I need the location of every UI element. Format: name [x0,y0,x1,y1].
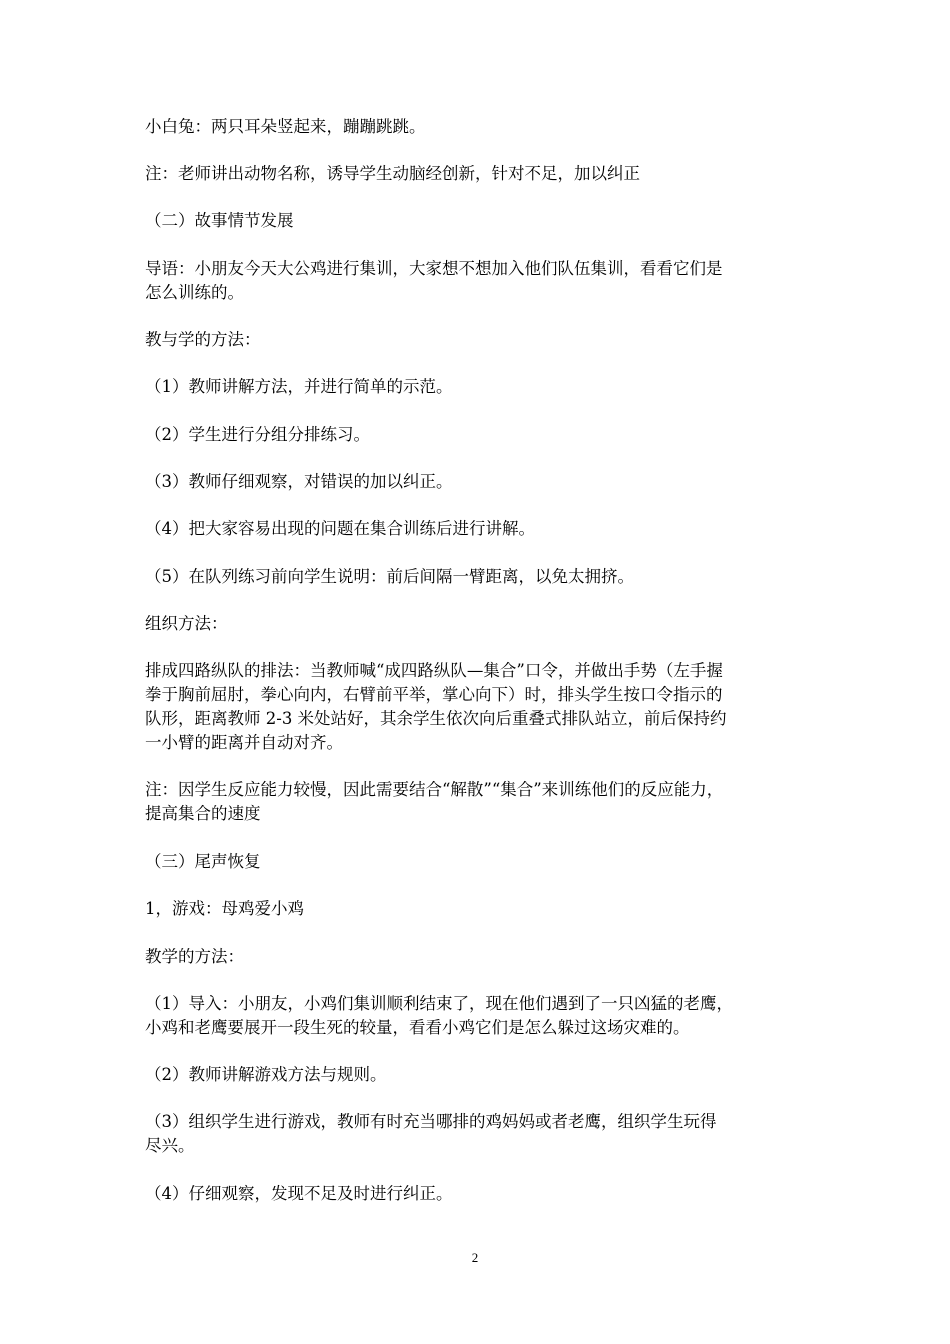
list-item: （1）教师讲解方法，并进行简单的示范。 [145,377,453,396]
paragraph: 教与学的方法： [145,330,261,349]
paragraph: 小白兔：两只耳朵竖起来，蹦蹦跳跳。 [145,117,426,136]
paragraph: 排成四路纵队的排法：当教师喊“成四路纵队—集合”口令，并做出手势（左手握 拳于胸前屈肘，拳心向内，右臂前平举，掌心向下）时，排头学生按口令指示的 队形，距离教师 2-3 米处站好，其余学生依次向后重叠式排队站立，前后保持约 一小臂的距离并自动对齐。 [145,661,727,752]
list-item: （1）导入：小朋友，小鸡们集训顺利结束了，现在他们遇到了一只凶猛的老鹰， 小鸡和老鹰要展开一段生死的较量，看看小鸡它们是怎么躲过这场灾难的。 [145,994,733,1037]
list-item: （5）在队列练习前向学生说明：前后间隔一臂距离，以免太拥挤。 [145,567,634,586]
list-item: （2）教师讲解游戏方法与规则。 [145,1065,387,1084]
list-item: （4）仔细观察，发现不足及时进行纠正。 [145,1184,453,1203]
paragraph: 注：老师讲出动物名称，诱导学生动脑经创新，针对不足，加以纠正 [145,164,640,183]
list-item: （3）组织学生进行游戏，教师有时充当哪排的鸡妈妈或者老鹰，组织学生玩得 尽兴。 [145,1112,717,1155]
paragraph: 教学的方法： [145,947,244,966]
section-heading: （二）故事情节发展 [145,211,294,230]
section-heading: （三）尾声恢复 [145,852,261,871]
paragraph: 注：因学生反应能力较慢，因此需要结合“解散”“集合”来训练他们的反应能力， 提高集合的速度 [145,780,724,823]
list-item: （2）学生进行分组分排练习。 [145,425,370,444]
paragraph: 导语：小朋友今天大公鸡进行集训，大家想不想加入他们队伍集训，看看它们是 怎么训练的。 [145,259,723,302]
list-item: （4）把大家容易出现的问题在集合训练后进行讲解。 [145,519,535,538]
paragraph: 1，游戏：母鸡爱小鸡 [145,899,304,918]
page-number: 2 [471,1250,479,1265]
paragraph: 组织方法： [145,614,228,633]
list-item: （3）教师仔细观察，对错误的加以纠正。 [145,472,453,491]
